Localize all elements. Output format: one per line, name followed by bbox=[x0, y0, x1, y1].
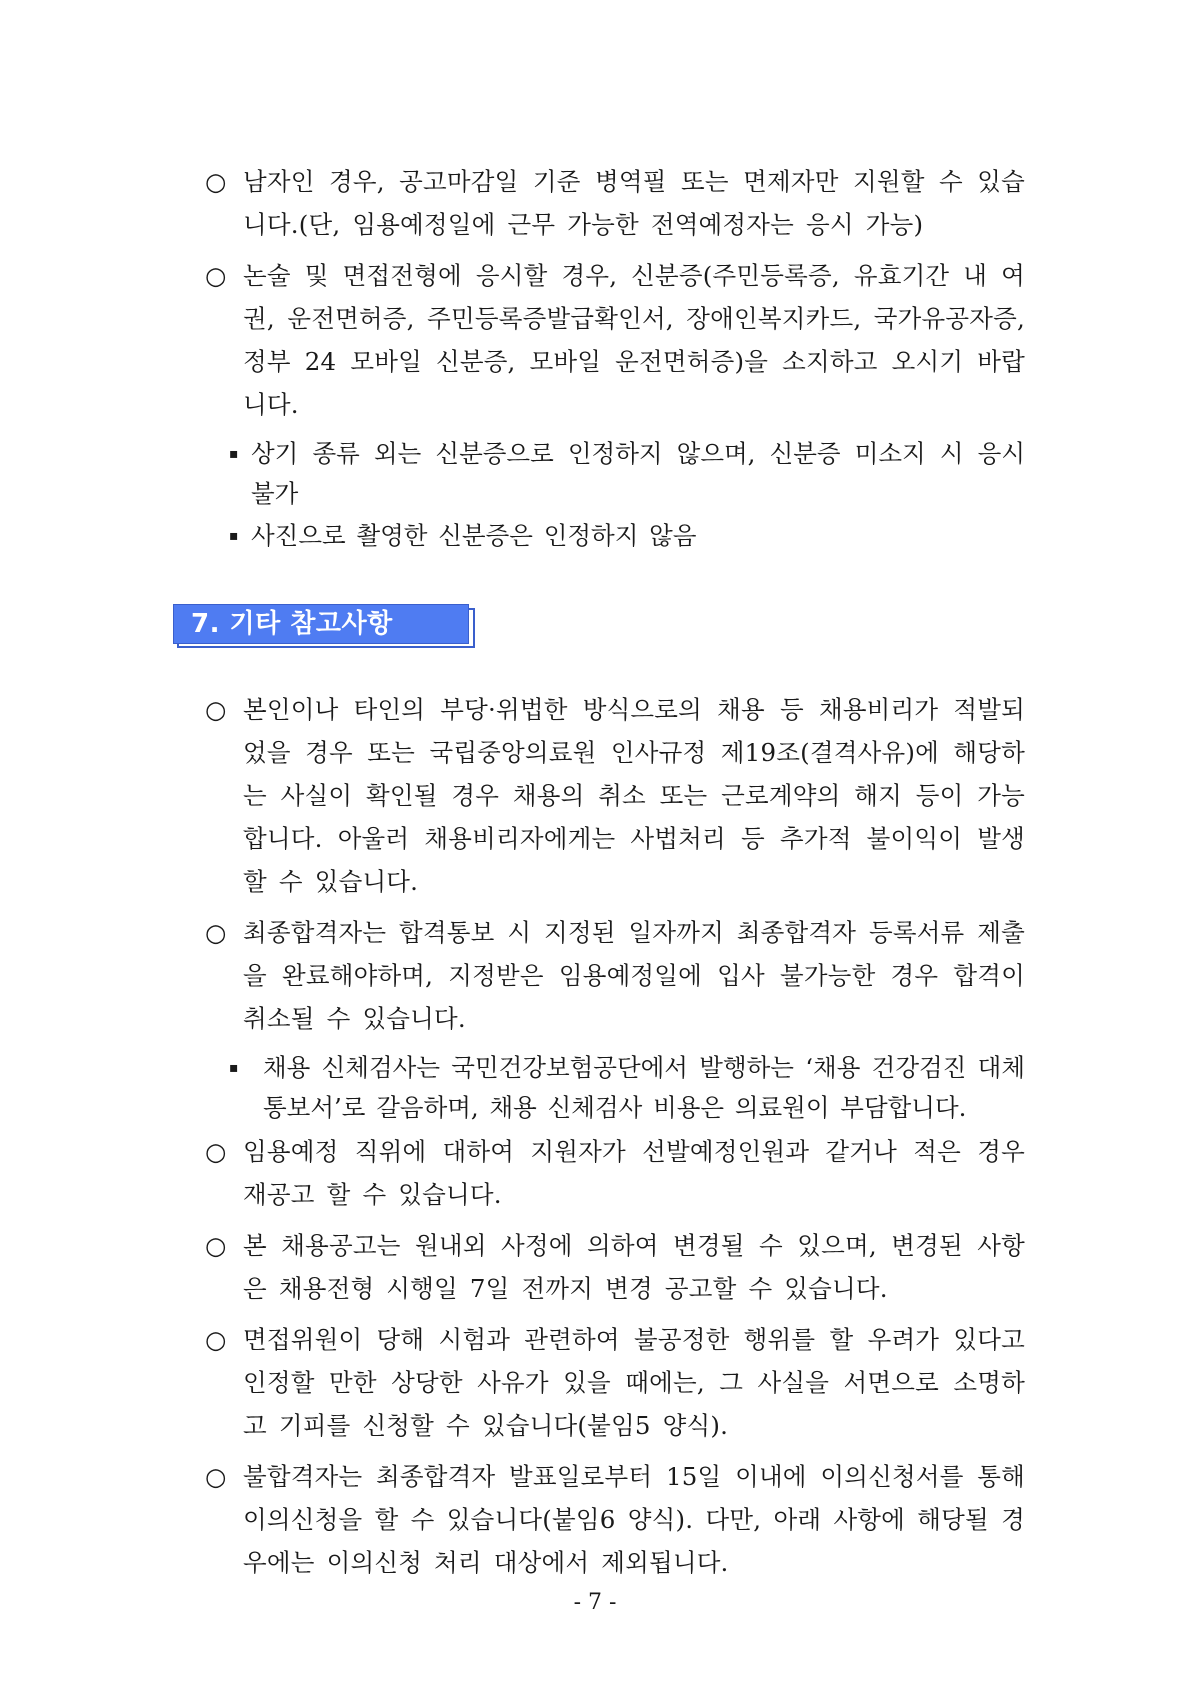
sub-item-text: 상기 종류 외는 신분증으로 인정하지 않으며, 신분증 미소지 시 응시 불가 bbox=[251, 439, 1025, 508]
circle-marker-icon: ○ bbox=[205, 1325, 227, 1354]
notice-item-recusal bbox=[205, 1318, 1025, 1447]
sub-item-text: 채용 신체검사는 국민건강보험공단에서 발행하는 ‘채용 건강검진 대체 통보서’로 갈음하며, 채용 신체검사 비용은 의료원이 부담합니다. bbox=[263, 1053, 1025, 1122]
notice-item-objection bbox=[205, 1455, 1025, 1584]
notice-text: 임용예정 직위에 대하여 지원자가 선발예정인원과 같거나 적은 경우 재공고 할 수 있습니다. bbox=[243, 1137, 1025, 1209]
square-bullet-icon: ▪ bbox=[229, 528, 239, 544]
notice-text: 불합격자는 최종합격자 발표일로부터 15일 이내에 이의신청서를 통해 이의신청을 할 수 있습니다(붙임6 양식). 다만, 아래 사항에 해당될 경우에는 이의신청 처리 대상에서 제외됩니다. bbox=[243, 1462, 1025, 1577]
notice-item-changes bbox=[205, 1224, 1025, 1310]
notice-text: 남자인 경우, 공고마감일 기준 병역필 또는 면제자만 지원할 수 있습니다.(단, 임용예정일에 근무 가능한 전역예정자는 응시 가능) bbox=[243, 167, 1025, 239]
notice-text: 본인이나 타인의 부당·위법한 방식으로의 채용 등 채용비리가 적발되었을 경우 또는 국립중앙의료원 인사규정 제19조(결격사유)에 해당하는 사실이 확인될 경우 채용의 취소 또는 근로계약의 해지 등이 가능합니다. 아울러 채용비리자에게는 사법처리 등 추가적 불이익이 발생할 수 있습니다. bbox=[243, 695, 1025, 896]
notice-item-final-documents bbox=[205, 911, 1025, 1040]
circle-marker-icon: ○ bbox=[205, 1231, 227, 1260]
page-number: - 7 - bbox=[573, 1590, 617, 1615]
notice-item-hiring-fraud bbox=[205, 688, 1025, 903]
notice-item-id-card bbox=[205, 254, 1025, 426]
section-header bbox=[173, 604, 473, 646]
sub-item-id-types bbox=[223, 434, 1025, 514]
circle-marker-icon: ○ bbox=[205, 918, 227, 947]
notice-text: 본 채용공고는 원내외 사정에 의하여 변경될 수 있으며, 변경된 사항은 채용전형 시행일 7일 전까지 변경 공고할 수 있습니다. bbox=[243, 1231, 1025, 1303]
notice-text: 면접위원이 당해 시험과 관련하여 불공정한 행위를 할 우려가 있다고 인정할 만한 상당한 사유가 있을 때에는, 그 사실을 서면으로 소명하고 기피를 신청할 수 있습니다(붙임5 양식). bbox=[243, 1325, 1025, 1440]
notice-item-military bbox=[205, 160, 1025, 246]
square-bullet-icon: ▪ bbox=[229, 1060, 239, 1076]
circle-marker-icon: ○ bbox=[205, 1137, 227, 1166]
notice-text: 최종합격자는 합격통보 시 지정된 일자까지 최종합격자 등록서류 제출을 완료해야하며, 지정받은 임용예정일에 입사 불가능한 경우 합격이 취소될 수 있습니다. bbox=[243, 918, 1025, 1033]
sub-item-health-check bbox=[223, 1048, 1025, 1128]
square-bullet-icon: ▪ bbox=[229, 446, 239, 462]
section-title: 7. 기타 참고사항 bbox=[191, 609, 393, 639]
sub-item-text: 사진으로 촬영한 신분증은 인정하지 않음 bbox=[251, 521, 697, 550]
circle-marker-icon: ○ bbox=[205, 167, 227, 196]
sub-item-photo-id bbox=[223, 516, 1025, 556]
notice-item-re-announcement bbox=[205, 1130, 1025, 1216]
circle-marker-icon: ○ bbox=[205, 1462, 227, 1491]
circle-marker-icon: ○ bbox=[205, 695, 227, 724]
circle-marker-icon: ○ bbox=[205, 261, 227, 290]
notice-text: 논술 및 면접전형에 응시할 경우, 신분증(주민등록증, 유효기간 내 여권, 운전면허증, 주민등록증발급확인서, 장애인복지카드, 국가유공자증, 정부 24 모바일 신분증, 모바일 운전면허증)을 소지하고 오시기 바랍니다. bbox=[243, 261, 1025, 419]
document-body bbox=[191, 160, 1025, 1592]
